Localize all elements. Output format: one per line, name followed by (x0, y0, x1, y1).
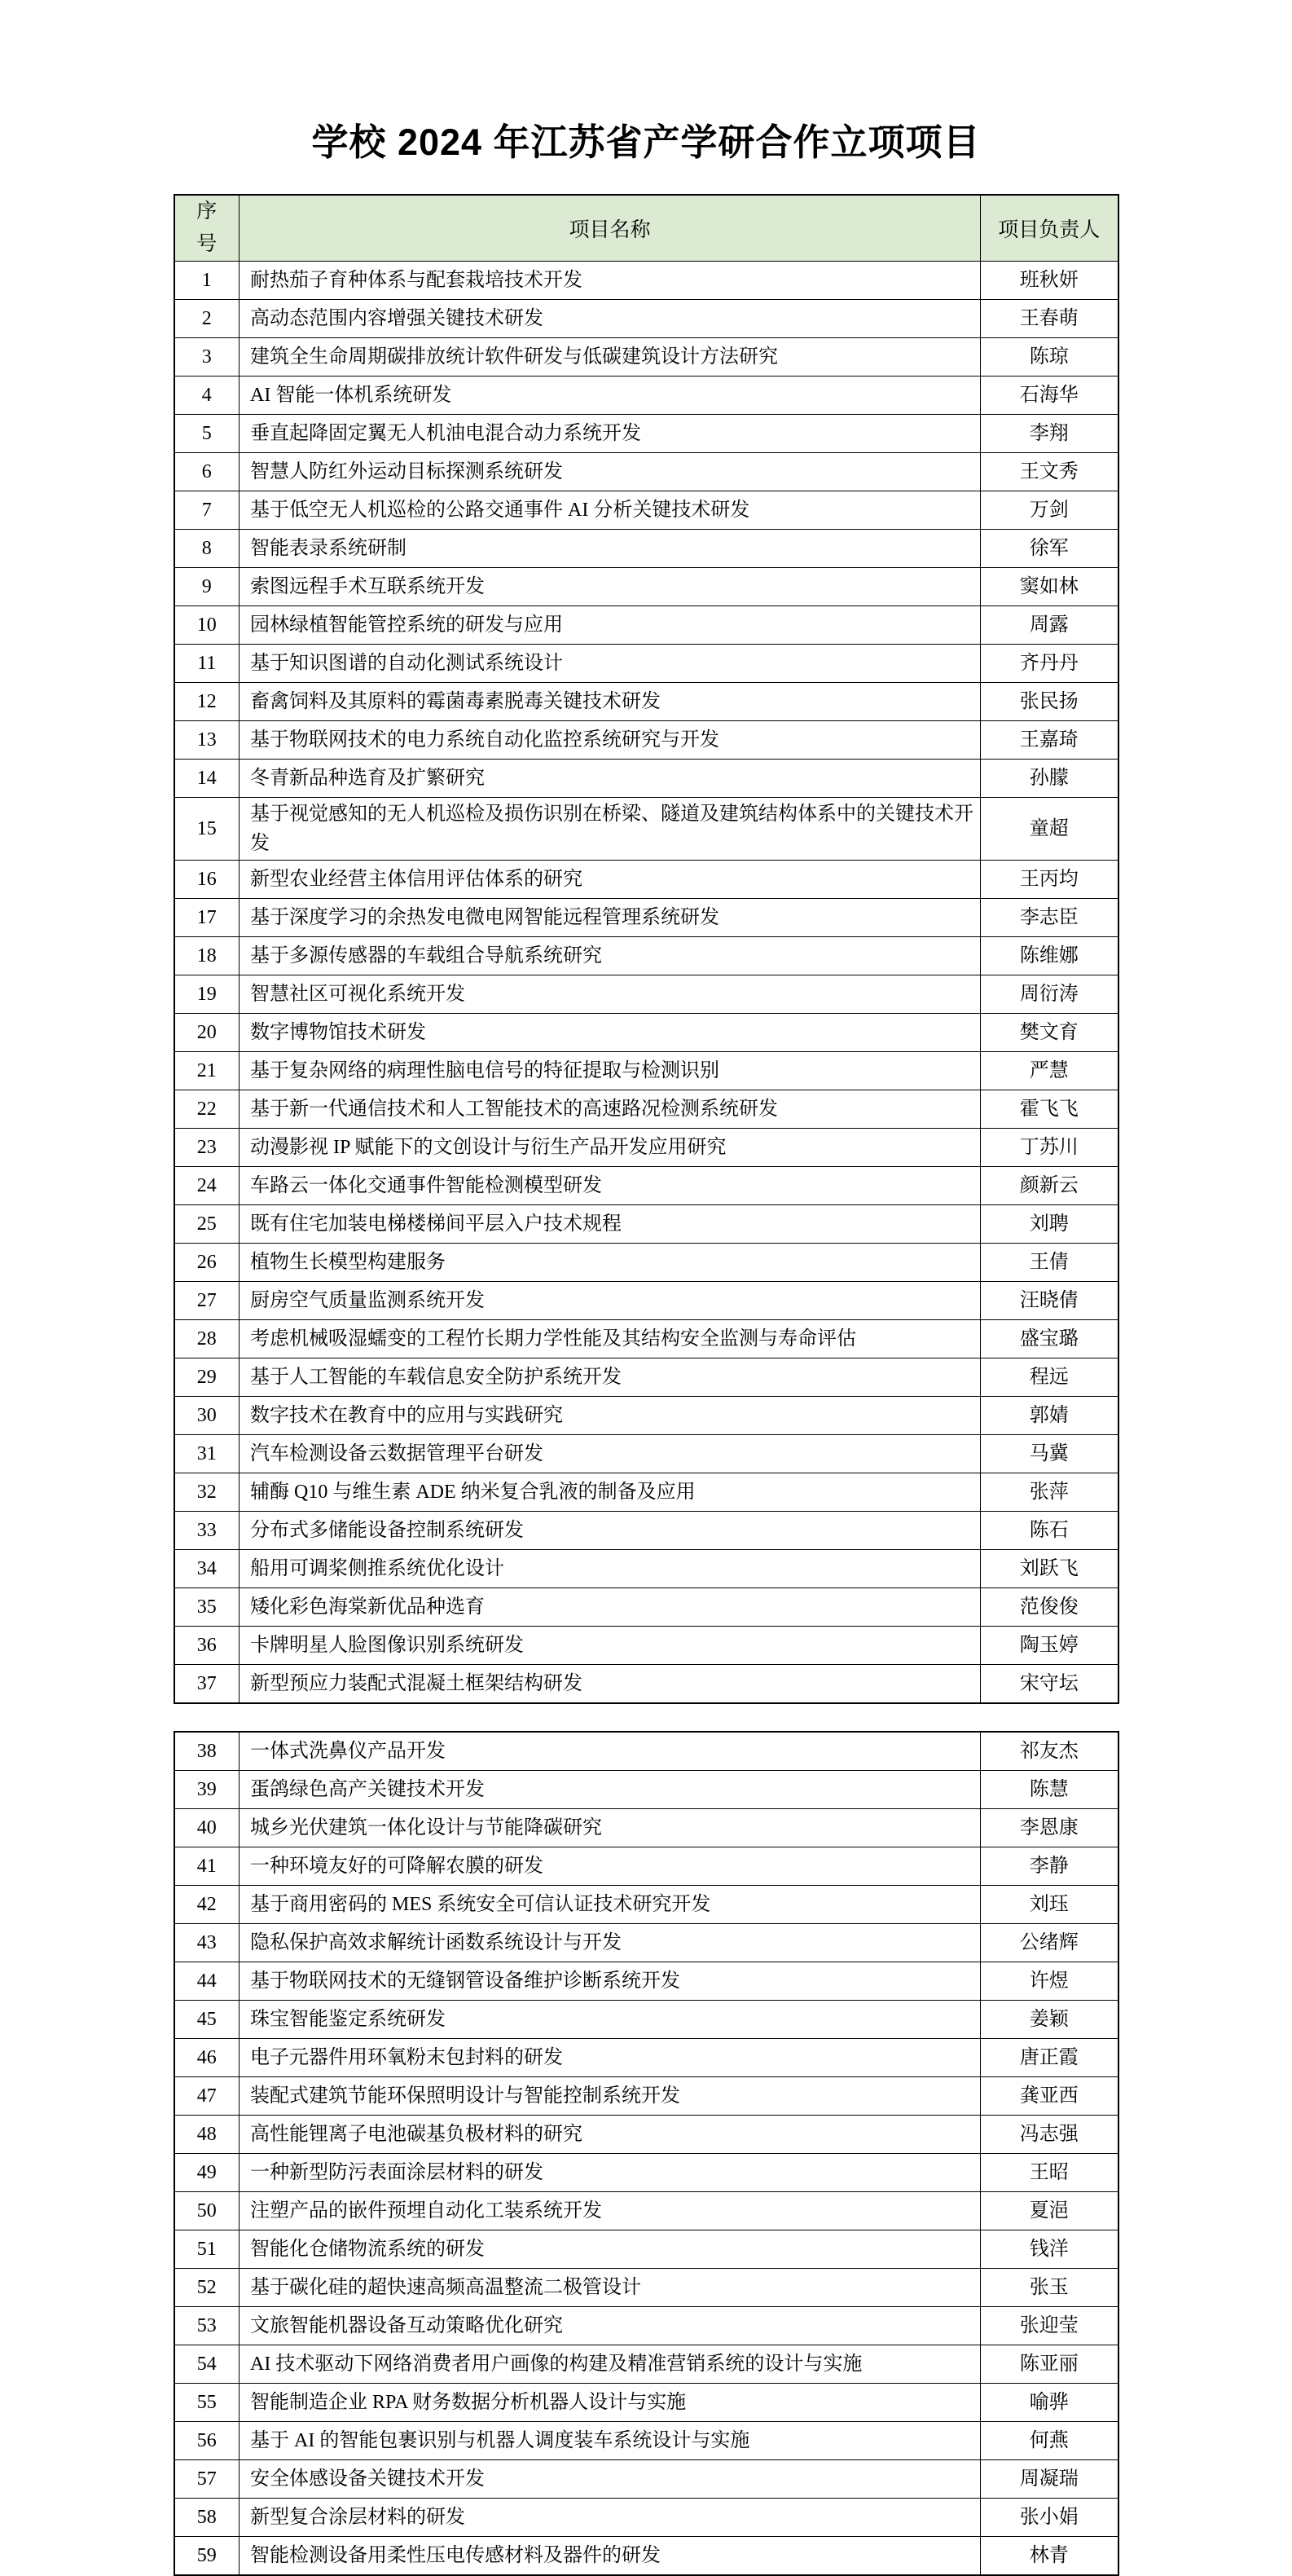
row-index: 59 (174, 2537, 240, 2576)
table-row (174, 1627, 1118, 1665)
row-index: 39 (174, 1771, 240, 1809)
project-name: 索图远程手术互联系统开发 (240, 568, 981, 606)
project-name: 基于视觉感知的无人机巡检及损伤识别在桥梁、隧道及建筑结构体系中的关键技术开发 (240, 798, 981, 861)
row-index: 42 (174, 1886, 240, 1924)
row-index: 38 (174, 1732, 240, 1771)
table-row (174, 683, 1118, 721)
row-index: 19 (174, 975, 240, 1014)
table-row (174, 1771, 1118, 1809)
row-index: 18 (174, 937, 240, 975)
project-leader: 周凝瑞 (981, 2460, 1118, 2499)
table-row (174, 1014, 1118, 1052)
table-body-2 (174, 1732, 1118, 2575)
table-row (174, 1732, 1118, 1771)
project-name: 耐热茄子育种体系与配套栽培技术开发 (240, 262, 981, 300)
row-index: 36 (174, 1627, 240, 1665)
table-row (174, 2116, 1118, 2154)
project-leader: 陈维娜 (981, 937, 1118, 975)
table-row (174, 1358, 1118, 1397)
project-leader: 孙朦 (981, 760, 1118, 798)
table-row (174, 1129, 1118, 1167)
row-index: 2 (174, 300, 240, 338)
project-name: 智慧人防红外运动目标探测系统研发 (240, 453, 981, 491)
project-leader: 刘跃飞 (981, 1550, 1118, 1588)
row-index: 10 (174, 606, 240, 645)
project-leader: 王春萌 (981, 300, 1118, 338)
project-name: 考虑机械吸湿蠕变的工程竹长期力学性能及其结构安全监测与寿命评估 (240, 1320, 981, 1358)
table-row (174, 1282, 1118, 1320)
row-index: 13 (174, 721, 240, 760)
project-leader: 王丙均 (981, 861, 1118, 899)
project-leader: 李志臣 (981, 899, 1118, 937)
row-index: 44 (174, 1962, 240, 2001)
project-leader: 张小娟 (981, 2499, 1118, 2537)
table-row (174, 2422, 1118, 2460)
project-name: 汽车检测设备云数据管理平台研发 (240, 1435, 981, 1473)
project-name: 数字博物馆技术研发 (240, 1014, 981, 1052)
project-leader: 万剑 (981, 491, 1118, 530)
project-leader: 公绪辉 (981, 1924, 1118, 1962)
project-leader: 夏浥 (981, 2192, 1118, 2230)
table-row (174, 2001, 1118, 2039)
row-index: 15 (174, 798, 240, 861)
project-name: 基于多源传感器的车载组合导航系统研究 (240, 937, 981, 975)
row-index: 16 (174, 861, 240, 899)
project-leader: 喻骅 (981, 2384, 1118, 2422)
row-index: 20 (174, 1014, 240, 1052)
row-index: 5 (174, 415, 240, 453)
project-leader: 丁苏川 (981, 1129, 1118, 1167)
table-row (174, 1244, 1118, 1282)
project-leader: 张萍 (981, 1473, 1118, 1512)
project-leader: 严慧 (981, 1052, 1118, 1090)
project-name: 基于人工智能的车载信息安全防护系统开发 (240, 1358, 981, 1397)
project-name: 畜禽饲料及其原料的霉菌毒素脱毒关键技术研发 (240, 683, 981, 721)
project-name: 装配式建筑节能环保照明设计与智能控制系统开发 (240, 2077, 981, 2116)
project-leader: 窦如林 (981, 568, 1118, 606)
row-index: 57 (174, 2460, 240, 2499)
row-index: 25 (174, 1205, 240, 1244)
project-name: 植物生长模型构建服务 (240, 1244, 981, 1282)
project-name: 基于 AI 的智能包裹识别与机器人调度装车系统设计与实施 (240, 2422, 981, 2460)
table-row (174, 1809, 1118, 1847)
table-row (174, 2192, 1118, 2230)
column-header-project-name: 项目名称 (240, 195, 981, 262)
project-leader: 姜颖 (981, 2001, 1118, 2039)
project-name: 冬青新品种选育及扩繁研究 (240, 760, 981, 798)
project-name: 卡牌明星人脸图像识别系统研发 (240, 1627, 981, 1665)
project-leader: 王昭 (981, 2154, 1118, 2192)
project-name: 珠宝智能鉴定系统研发 (240, 2001, 981, 2039)
project-leader: 范俊俊 (981, 1588, 1118, 1627)
project-leader: 郭婧 (981, 1397, 1118, 1435)
projects-table-1 (174, 194, 1119, 1704)
table-row (174, 2077, 1118, 2116)
table-row (174, 1512, 1118, 1550)
project-name: 新型预应力装配式混凝土框架结构研发 (240, 1665, 981, 1704)
project-name: 电子元器件用环氧粉末包封料的研发 (240, 2039, 981, 2077)
project-leader: 陈琼 (981, 338, 1118, 376)
row-index: 37 (174, 1665, 240, 1704)
project-name: 安全体感设备关键技术开发 (240, 2460, 981, 2499)
project-leader: 马冀 (981, 1435, 1118, 1473)
row-index: 6 (174, 453, 240, 491)
project-name: 建筑全生命周期碳排放统计软件研发与低碳建筑设计方法研究 (240, 338, 981, 376)
row-index: 54 (174, 2345, 240, 2384)
row-index: 33 (174, 1512, 240, 1550)
row-index: 51 (174, 2230, 240, 2269)
row-index: 41 (174, 1847, 240, 1886)
project-name: 智慧社区可视化系统开发 (240, 975, 981, 1014)
project-name: 矮化彩色海棠新优品种选育 (240, 1588, 981, 1627)
table-row (174, 645, 1118, 683)
row-index: 48 (174, 2116, 240, 2154)
row-index: 28 (174, 1320, 240, 1358)
project-name: 高动态范围内容增强关键技术研发 (240, 300, 981, 338)
table-row (174, 798, 1118, 861)
table-row (174, 300, 1118, 338)
project-leader: 颜新云 (981, 1167, 1118, 1205)
table-row (174, 2154, 1118, 2192)
project-leader: 王嘉琦 (981, 721, 1118, 760)
table-row (174, 1320, 1118, 1358)
project-leader: 唐正霞 (981, 2039, 1118, 2077)
project-leader: 汪晓倩 (981, 1282, 1118, 1320)
row-index: 43 (174, 1924, 240, 1962)
project-name: 基于商用密码的 MES 系统安全可信认证技术研究开发 (240, 1886, 981, 1924)
project-name: 高性能锂离子电池碳基负极材料的研究 (240, 2116, 981, 2154)
table-row (174, 1962, 1118, 2001)
project-leader: 徐军 (981, 530, 1118, 568)
project-name: 既有住宅加装电梯楼梯间平层入户技术规程 (240, 1205, 981, 1244)
project-leader: 祁友杰 (981, 1732, 1118, 1771)
table-row (174, 1167, 1118, 1205)
row-index: 3 (174, 338, 240, 376)
table-row (174, 1397, 1118, 1435)
project-name: 智能检测设备用柔性压电传感材料及器件的研发 (240, 2537, 981, 2576)
table-row (174, 721, 1118, 760)
project-leader: 刘珏 (981, 1886, 1118, 1924)
project-leader: 张迎莹 (981, 2307, 1118, 2345)
row-index: 21 (174, 1052, 240, 1090)
row-index: 58 (174, 2499, 240, 2537)
table-row (174, 1886, 1118, 1924)
row-index: 56 (174, 2422, 240, 2460)
project-leader: 李翔 (981, 415, 1118, 453)
table-row (174, 1052, 1118, 1090)
row-index: 34 (174, 1550, 240, 1588)
project-leader: 樊文育 (981, 1014, 1118, 1052)
project-name: 车路云一体化交通事件智能检测模型研发 (240, 1167, 981, 1205)
table-row (174, 2499, 1118, 2537)
project-leader: 陈慧 (981, 1771, 1118, 1809)
project-name: 船用可调桨侧推系统优化设计 (240, 1550, 981, 1588)
row-index: 49 (174, 2154, 240, 2192)
project-leader: 陶玉婷 (981, 1627, 1118, 1665)
row-index: 1 (174, 262, 240, 300)
row-index: 31 (174, 1435, 240, 1473)
table-row (174, 568, 1118, 606)
project-name: 园林绿植智能管控系统的研发与应用 (240, 606, 981, 645)
table-row (174, 2384, 1118, 2422)
project-leader: 张民扬 (981, 683, 1118, 721)
row-index: 47 (174, 2077, 240, 2116)
project-name: 新型农业经营主体信用评估体系的研究 (240, 861, 981, 899)
row-index: 32 (174, 1473, 240, 1512)
column-header-project-leader: 项目负责人 (981, 195, 1118, 262)
project-name: 新型复合涂层材料的研发 (240, 2499, 981, 2537)
table-row (174, 453, 1118, 491)
project-name: 基于知识图谱的自动化测试系统设计 (240, 645, 981, 683)
project-name: 基于碳化硅的超快速高频高温整流二极管设计 (240, 2269, 981, 2307)
table-row (174, 975, 1118, 1014)
table-body-1 (174, 262, 1118, 1704)
row-index: 35 (174, 1588, 240, 1627)
project-name: 动漫影视 IP 赋能下的文创设计与衍生产品开发应用研究 (240, 1129, 981, 1167)
project-name: 蛋鸽绿色高产关键技术开发 (240, 1771, 981, 1809)
row-index: 9 (174, 568, 240, 606)
projects-table-2 (174, 1731, 1119, 2576)
project-name: 基于物联网技术的电力系统自动化监控系统研究与开发 (240, 721, 981, 760)
table-row (174, 2230, 1118, 2269)
table-row (174, 1550, 1118, 1588)
project-name: 垂直起降固定翼无人机油电混合动力系统开发 (240, 415, 981, 453)
project-leader: 龚亚西 (981, 2077, 1118, 2116)
table-row (174, 376, 1118, 415)
row-index: 30 (174, 1397, 240, 1435)
project-leader: 李恩康 (981, 1809, 1118, 1847)
row-index: 26 (174, 1244, 240, 1282)
row-index: 45 (174, 2001, 240, 2039)
project-leader: 陈石 (981, 1512, 1118, 1550)
project-leader: 王文秀 (981, 453, 1118, 491)
project-name: 数字技术在教育中的应用与实践研究 (240, 1397, 981, 1435)
row-index: 40 (174, 1809, 240, 1847)
table-row (174, 937, 1118, 975)
table-row (174, 338, 1118, 376)
row-index: 53 (174, 2307, 240, 2345)
project-name: 厨房空气质量监测系统开发 (240, 1282, 981, 1320)
project-name: 基于新一代通信技术和人工智能技术的高速路况检测系统研发 (240, 1090, 981, 1129)
table-row (174, 2345, 1118, 2384)
project-leader: 刘聘 (981, 1205, 1118, 1244)
project-leader: 王倩 (981, 1244, 1118, 1282)
project-name: 一种新型防污表面涂层材料的研发 (240, 2154, 981, 2192)
row-index: 11 (174, 645, 240, 683)
table-row (174, 1205, 1118, 1244)
row-index: 4 (174, 376, 240, 415)
project-name: 分布式多储能设备控制系统研发 (240, 1512, 981, 1550)
table-row (174, 1435, 1118, 1473)
project-leader: 李静 (981, 1847, 1118, 1886)
project-leader: 钱洋 (981, 2230, 1118, 2269)
project-name: 注塑产品的嵌件预埋自动化工装系统开发 (240, 2192, 981, 2230)
row-index: 7 (174, 491, 240, 530)
column-header-index: 序号 (174, 195, 240, 262)
project-name: AI 智能一体机系统研发 (240, 376, 981, 415)
table-row (174, 861, 1118, 899)
project-leader: 齐丹丹 (981, 645, 1118, 683)
row-index: 22 (174, 1090, 240, 1129)
project-name: 文旅智能机器设备互动策略优化研究 (240, 2307, 981, 2345)
project-name: 智能表录系统研制 (240, 530, 981, 568)
project-leader: 陈亚丽 (981, 2345, 1118, 2384)
row-index: 46 (174, 2039, 240, 2077)
table-row (174, 2307, 1118, 2345)
table-row (174, 899, 1118, 937)
table-row (174, 2537, 1118, 2576)
table-row (174, 1924, 1118, 1962)
row-index: 52 (174, 2269, 240, 2307)
table-header (174, 195, 1118, 262)
project-name: 辅酶 Q10 与维生素 ADE 纳米复合乳液的制备及应用 (240, 1473, 981, 1512)
project-name: 基于深度学习的余热发电微电网智能远程管理系统研发 (240, 899, 981, 937)
table-row (174, 1473, 1118, 1512)
table-row (174, 2039, 1118, 2077)
project-leader: 班秋妍 (981, 262, 1118, 300)
table-row (174, 2269, 1118, 2307)
table-row (174, 262, 1118, 300)
table-row (174, 1588, 1118, 1627)
project-name: 智能制造企业 RPA 财务数据分析机器人设计与实施 (240, 2384, 981, 2422)
row-index: 8 (174, 530, 240, 568)
project-leader: 何燕 (981, 2422, 1118, 2460)
project-leader: 程远 (981, 1358, 1118, 1397)
project-name: 基于低空无人机巡检的公路交通事件 AI 分析关键技术研发 (240, 491, 981, 530)
project-leader: 林青 (981, 2537, 1118, 2576)
row-index: 14 (174, 760, 240, 798)
project-leader: 石海华 (981, 376, 1118, 415)
project-leader: 周衍涛 (981, 975, 1118, 1014)
table-row (174, 606, 1118, 645)
row-index: 29 (174, 1358, 240, 1397)
project-leader: 张玉 (981, 2269, 1118, 2307)
project-leader: 盛宝璐 (981, 1320, 1118, 1358)
header-row (174, 195, 1118, 262)
project-leader: 童超 (981, 798, 1118, 861)
table-row (174, 760, 1118, 798)
row-index: 17 (174, 899, 240, 937)
row-index: 50 (174, 2192, 240, 2230)
project-name: 一体式洗鼻仪产品开发 (240, 1732, 981, 1771)
row-index: 23 (174, 1129, 240, 1167)
row-index: 12 (174, 683, 240, 721)
project-name: 城乡光伏建筑一体化设计与节能降碳研究 (240, 1809, 981, 1847)
table-row (174, 415, 1118, 453)
table-row (174, 491, 1118, 530)
project-leader: 冯志强 (981, 2116, 1118, 2154)
table-row (174, 1665, 1118, 1704)
row-index: 27 (174, 1282, 240, 1320)
table-row (174, 2460, 1118, 2499)
project-name: 隐私保护高效求解统计函数系统设计与开发 (240, 1924, 981, 1962)
table-row (174, 1090, 1118, 1129)
table-row (174, 1847, 1118, 1886)
project-name: 智能化仓储物流系统的研发 (240, 2230, 981, 2269)
row-index: 55 (174, 2384, 240, 2422)
project-name: 基于复杂网络的病理性脑电信号的特征提取与检测识别 (240, 1052, 981, 1090)
project-leader: 宋守坛 (981, 1665, 1118, 1704)
project-leader: 霍飞飞 (981, 1090, 1118, 1129)
project-leader: 许煜 (981, 1962, 1118, 2001)
row-index: 24 (174, 1167, 240, 1205)
project-name: 基于物联网技术的无缝钢管设备维护诊断系统开发 (240, 1962, 981, 2001)
page-title: 学校 2024 年江苏省产学研合作立项项目 (311, 121, 981, 163)
table-row (174, 530, 1118, 568)
project-name: 一种环境友好的可降解农膜的研发 (240, 1847, 981, 1886)
project-leader: 周露 (981, 606, 1118, 645)
project-name: AI 技术驱动下网络消费者用户画像的构建及精准营销系统的设计与实施 (240, 2345, 981, 2384)
